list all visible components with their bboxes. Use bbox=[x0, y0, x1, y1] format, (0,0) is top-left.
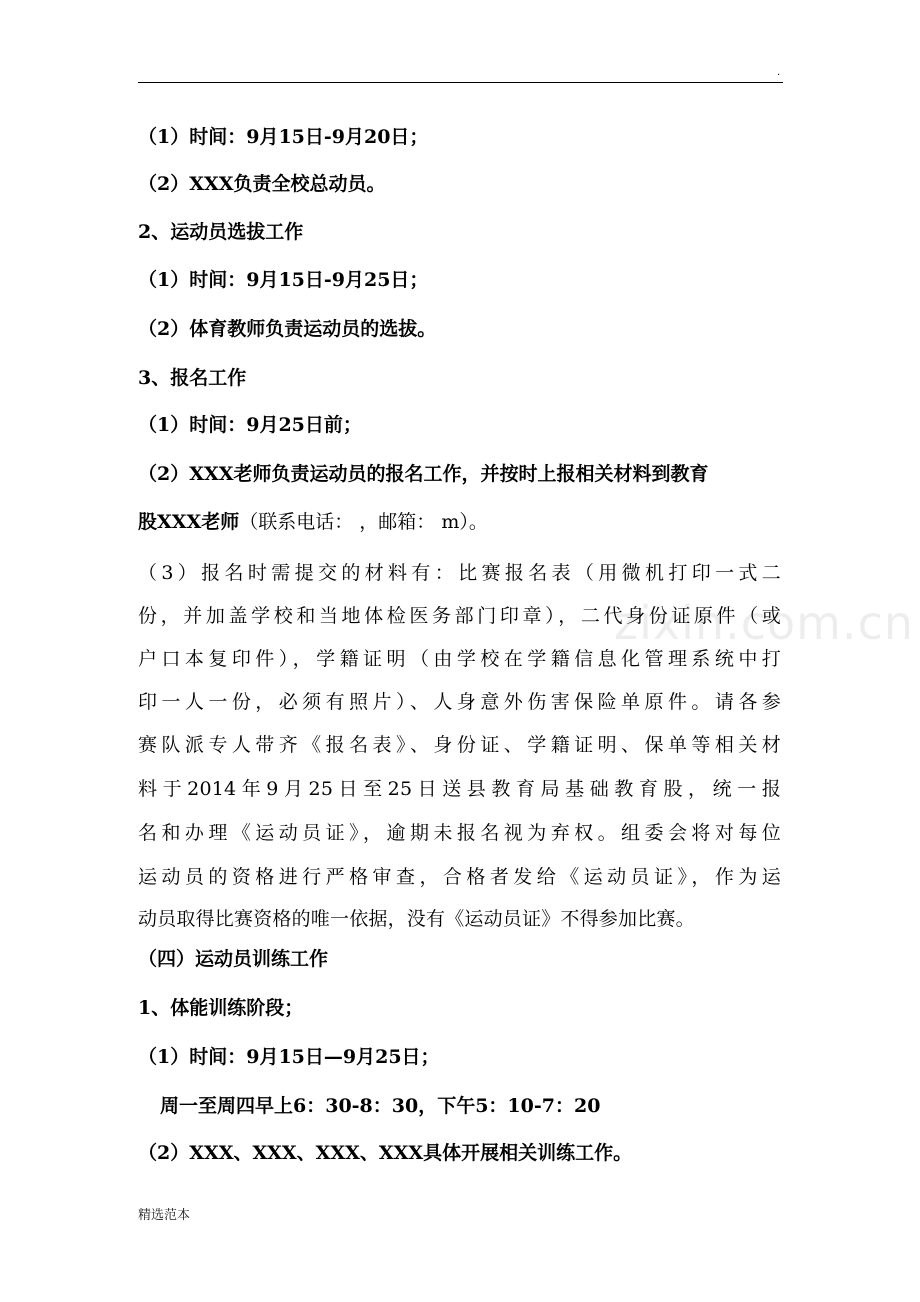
line-09 bbox=[138, 510, 488, 534]
header-rule bbox=[138, 82, 783, 83]
line-04: （1）时间：9月15日-9月25日； bbox=[138, 269, 429, 291]
line-15: 料于2014年9月25日至25日送县教育局基础教育股，统一报 bbox=[138, 778, 781, 800]
line-12: 户口本复印件），学籍证明（由学校在学籍信息化管理系统中打 bbox=[138, 648, 781, 670]
line-20: 1、体能训练阶段； bbox=[138, 997, 304, 1019]
line-10: （3）报名时需提交的材料有：比赛报名表（用微机打印一式二 bbox=[138, 562, 781, 584]
watermark: zixin.com.cn bbox=[614, 596, 915, 650]
line-03: 2、运动员选拔工作 bbox=[138, 221, 304, 243]
line-01: （1）时间：9月15日-9月20日； bbox=[138, 126, 429, 148]
line-08: （2）XXX老师负责运动员的报名工作，并按时上报相关材料到教育 bbox=[138, 463, 709, 485]
line-13: 印一人一份，必须有照片）、人身意外伤害保险单原件。请各参 bbox=[138, 691, 781, 713]
line-21: （1）时间：9月15日—9月25日； bbox=[138, 1046, 440, 1068]
page-footer: 精选范本 bbox=[138, 1208, 191, 1223]
line-22: 周一至周四早上6：30-8：30，下午5：10-7：20 bbox=[160, 1095, 601, 1117]
line-05: （2）体育教师负责运动员的选拔。 bbox=[138, 318, 437, 340]
line-07: （1）时间：9月25日前； bbox=[138, 414, 362, 436]
header-dot: . bbox=[777, 67, 781, 78]
line-02: （2）XXX负责全校总动员。 bbox=[138, 173, 386, 195]
line-23: （2）XXX、XXX、XXX、XXX具体开展相关训练工作。 bbox=[138, 1142, 633, 1164]
line-16: 名和办理《运动员证》，逾期未报名视为弃权。组委会将对每位 bbox=[138, 822, 781, 844]
line-14: 赛队派专人带齐《报名表》、身份证、学籍证明、保单等相关材 bbox=[138, 734, 781, 756]
line-09-normal: （联系电话： ，邮箱： m）。 bbox=[239, 511, 488, 533]
line-17: 运动员的资格进行严格审查，合格者发给《运动员证》，作为运 bbox=[138, 866, 781, 888]
line-09-bold: 股XXX老师 bbox=[138, 511, 240, 533]
line-06: 3、报名工作 bbox=[138, 367, 247, 389]
line-11: 份，并加盖学校和当地体检医务部门印章），二代身份证原件（或 bbox=[138, 605, 781, 627]
line-19: （四）运动员训练工作 bbox=[138, 948, 329, 970]
line-18: 动员取得比赛资格的唯一依据，没有《运动员证》不得参加比赛。 bbox=[138, 908, 695, 930]
